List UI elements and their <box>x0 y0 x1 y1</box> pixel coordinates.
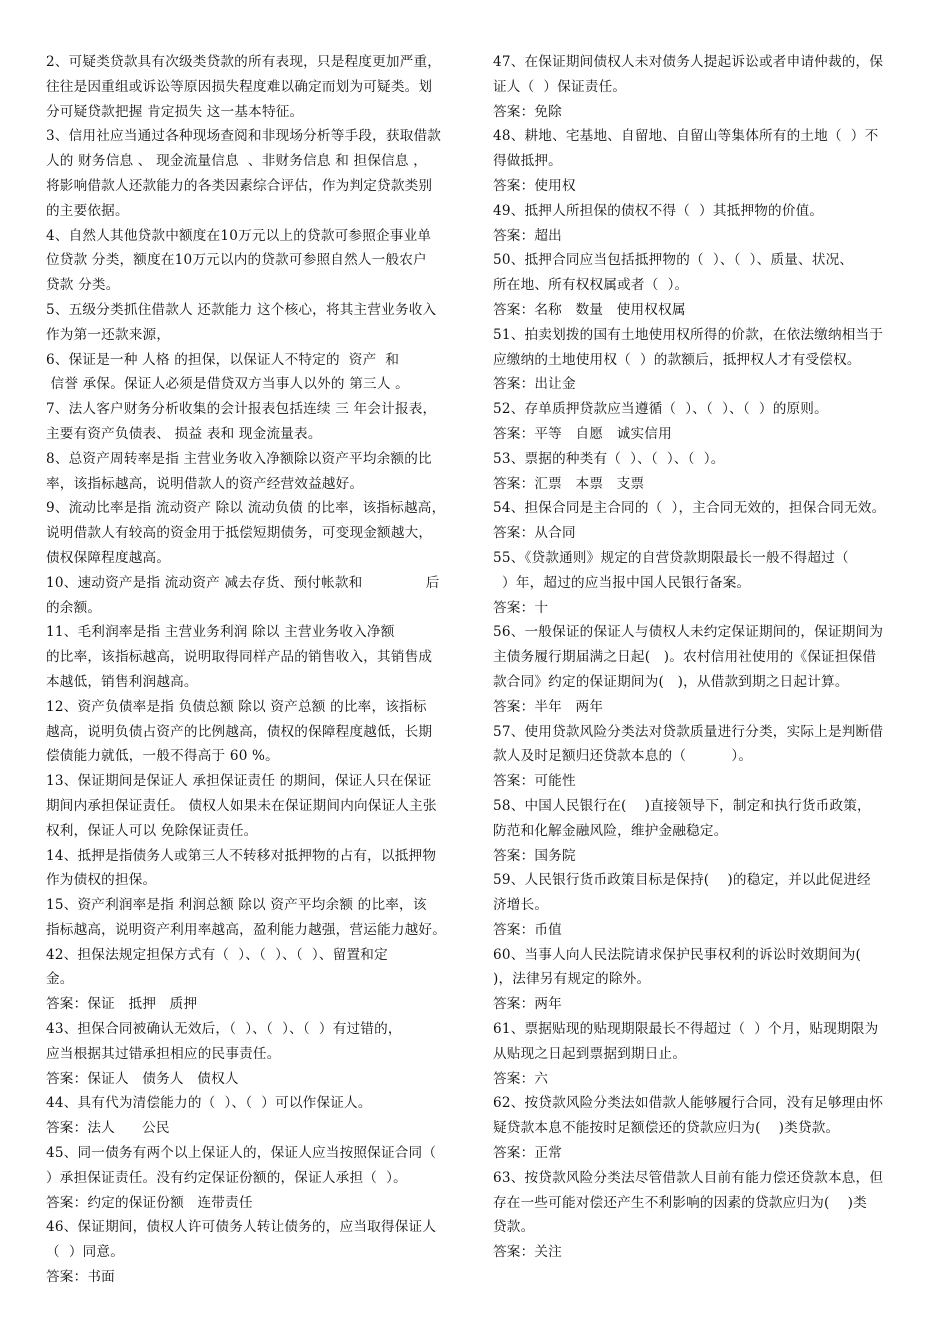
right-text-line: 答案：名称 数量 使用权权属 <box>493 301 686 318</box>
left-text-line: 14、抵押是指债务人或第三人不转移对抵押物的占有，以抵押物 <box>46 847 437 864</box>
right-text-line: 答案：正常 <box>493 1145 562 1162</box>
right-text-line: 60、当事人向人民法院请求保护民事权利的诉讼时效期间为( <box>493 946 862 963</box>
left-text-line: 4、自然人其他贷款中额度在10万元以上的贷款可参照企事业单 <box>46 227 432 244</box>
left-text-line: 越高，说明负债占资产的比例越高，债权的保障程度越低，长期 <box>46 723 433 740</box>
right-text-line: 54、担保合同是主合同的（ ），主合同无效的，担保合同无效。 <box>493 500 886 517</box>
left-text-line: 偿债能力就低，一般不得高于 60 %。 <box>46 748 279 765</box>
right-text-line: 答案：可能性 <box>493 773 576 790</box>
right-text-line: 得做抵押。 <box>493 153 562 170</box>
right-text-line: )，法律另有规定的除外。 <box>493 971 651 988</box>
right-text-line: ）年，超过的应当报中国人民银行备案。 <box>493 574 751 591</box>
left-text-line: 的主要依据。 <box>46 202 129 219</box>
left-text-line: 位贷款 分类，额度在10万元以内的贷款可参照自然人一般农户 <box>46 252 427 269</box>
right-text-line: 防范和化解金融风险，维护金融稳定。 <box>493 822 728 839</box>
right-text-column <box>493 50 907 1265</box>
left-text-line: 应当根据其过错承担相应的民事责任。 <box>46 1045 281 1062</box>
right-text-line: 58、中国人民银行在( )直接领导下，制定和执行货币政策， <box>493 797 871 814</box>
right-text-line: 济增长。 <box>493 897 549 914</box>
left-text-line: 的余额。 <box>46 599 102 616</box>
left-text-line: 8、总资产周转率是指 主营业务收入净额除以资产平均余额的比 <box>46 450 432 467</box>
right-text-line: 贷款。 <box>493 1219 535 1236</box>
left-text-line: 分可疑贷款把握 肯定损失 这一基本特征。 <box>46 103 304 120</box>
right-text-line: 61、票据贴现的贴现期限最长不得超过（ ）个月，贴现期限为 <box>493 1021 879 1038</box>
right-text-line: 答案：使用权 <box>493 177 576 194</box>
right-text-line: 47、在保证期间债权人未对债务人提起诉讼或者申请仲裁的，保 <box>493 54 884 70</box>
right-text-line: 48、耕地、宅基地、自留地、自留山等集体所有的土地（ ）不 <box>493 128 879 145</box>
right-text-line: 疑贷款本息不能按时足额偿还的贷款应归为( )类贷款。 <box>493 1120 840 1137</box>
left-text-line: 答案：书面 <box>46 1269 115 1286</box>
right-text-line: 答案：国务院 <box>493 847 576 864</box>
right-text-line: 57、使用贷款风险分类法对贷款质量进行分类，实际上是判断借 <box>493 723 884 740</box>
right-text-line: 款人及时足额归还贷款本息的（ ）。 <box>493 748 753 765</box>
right-text-line: 款合同》约定的保证期间为( )，从借款到期之日起计算。 <box>493 673 849 690</box>
left-text-line: 说明借款人有较高的资金用于抵偿短期债务，可变现金额越大， <box>46 525 433 542</box>
right-text-line: 55、《贷款通则》规定的自营贷款期限最长一般不得超过（ <box>493 549 849 566</box>
right-text-line: 51、拍卖划拨的国有土地使用权所得的价款，在依法缴纳相当于 <box>493 326 884 343</box>
right-text-line: 答案：半年 两年 <box>493 698 604 715</box>
right-text-line: 应缴纳的土地使用权（ ）的款额后，抵押权人才有受偿权。 <box>493 351 861 368</box>
left-text-line: 金。 <box>46 971 74 988</box>
right-text-line: 59、人民银行货币政策目标是保持( )的稳定，并以此促进经 <box>493 872 871 889</box>
right-text-line: 答案：关注 <box>493 1244 562 1261</box>
right-text-line: 答案：免除 <box>493 103 562 120</box>
left-text-line: 将影响借款人还款能力的各类因素综合评估，作为判定贷款类别 <box>46 177 433 194</box>
left-text-line: 答案：保证人 债务人 债权人 <box>46 1070 239 1087</box>
left-text-line: 人的 财务信息 、 现金流量信息 、非财务信息 和 担保信息 ， <box>46 153 428 170</box>
right-text-line: 49、抵押人所担保的债权不得（ ）其抵押物的价值。 <box>493 202 824 219</box>
right-text-line: 答案：六 <box>493 1070 549 1087</box>
left-text-line: ）承担保证责任。没有约定保证份额的，保证人承担（ ）。 <box>46 1169 407 1186</box>
left-text-line: 13、保证期间是保证人 承担保证责任 的期间，保证人只在保证 <box>46 773 432 790</box>
left-text-line: 本越低，销售利润越高。 <box>46 673 198 690</box>
left-text-line: 指标越高，说明资产利用率越高，盈利能力越强，营运能力越好。 <box>46 921 447 938</box>
right-text-line: 证人（ ）保证责任。 <box>493 78 627 95</box>
left-text-line: 信誉 承保。保证人必须是借贷双方当事人以外的 第三人 。 <box>46 376 409 393</box>
left-text-line: 率，该指标越高，说明借款人的资产经营效益越好。 <box>46 475 364 492</box>
right-text-line: 50、抵押合同应当包括抵押物的（ ）、（ ）、质量、状况、 <box>493 252 854 269</box>
right-text-line: 答案：从合同 <box>493 525 576 542</box>
right-text-line: 答案：出让金 <box>493 376 576 393</box>
right-text-line: 52、存单质押贷款应当遵循（ ）、（ ）、（ ）的原则。 <box>493 401 828 418</box>
left-text-line: 7、法人客户财务分析收集的会计报表包括连续 三 年会计报表， <box>46 401 437 418</box>
right-text-line: 答案：币值 <box>493 921 562 938</box>
right-text-line: 答案：超出 <box>493 227 562 244</box>
left-text-line: 权利，保证人可以 免除保证责任。 <box>46 822 258 839</box>
right-text-line: 56、一般保证的保证人与债权人未约定保证期间的，保证期间为 <box>493 624 884 641</box>
right-text-line: 所在地、所有权权属或者（ ）。 <box>493 277 689 294</box>
right-text-line: 从贴现之日起到票据到期日止。 <box>493 1045 687 1062</box>
left-text-line: 作为第一还款来源， <box>46 326 171 343</box>
left-text-line: 期间内承担保证责任。 债权人如果未在保证期间内向保证人主张 <box>46 797 437 814</box>
left-text-line: 6、保证是一种 人格 的担保，以保证人不特定的 资产 和 <box>46 351 400 368</box>
left-text-column <box>46 50 464 1290</box>
left-text-line: 2、可疑类贷款具有次级类贷款的所有表现，只是程度更加严重， <box>46 54 442 70</box>
left-text-line: 3、信用社应当通过各种现场查阅和非现场分析等手段，获取借款 <box>46 128 442 145</box>
right-text-line: 答案：十 <box>493 599 549 616</box>
left-text-line: 42、担保法规定担保方式有（ ）、（ ）、（ ）、留置和定 <box>46 946 388 963</box>
left-text-line: 44、具有代为清偿能力的（ ）、（ ）可以作保证人。 <box>46 1095 372 1112</box>
right-text-line: 63、按贷款风险分类法尽管借款人目前有能力偿还贷款本息，但 <box>493 1169 884 1186</box>
right-text-line: 答案：汇票 本票 支票 <box>493 475 645 492</box>
left-text-line: 作为债权的担保。 <box>46 872 157 889</box>
left-text-line: 往往是因重组或诉讼等原因损失程度难以确定而划为可疑类。划 <box>46 78 433 95</box>
left-text-line: 债权保障程度越高。 <box>46 549 171 566</box>
left-text-line: 46、保证期间，债权人许可债务人转让债务的，应当取得保证人 <box>46 1219 437 1236</box>
right-text-line: 62、按贷款风险分类法如借款人能够履行合同，没有足够理由怀 <box>493 1095 884 1112</box>
left-text-line: 12、资产负债率是指 负债总额 除以 资产总额 的比率，该指标 <box>46 698 427 715</box>
left-text-line: 答案：约定的保证份额 连带责任 <box>46 1194 253 1211</box>
left-text-line: 主要有资产负债表、 损益 表和 现金流量表。 <box>46 425 322 442</box>
right-text-line: 53、票据的种类有（ ）、（ ）、（ ）。 <box>493 450 725 467</box>
left-text-line: 43、担保合同被确认无效后，（ ）、（ ）、（ ）有过错的， <box>46 1021 402 1038</box>
left-text-line: 的比率，该指标越高，说明取得同样产品的销售收入，其销售成 <box>46 649 433 666</box>
left-text-line: 5、五级分类抓住借款人 还款能力 这个核心，将其主营业务收入 <box>46 301 437 318</box>
left-text-line: 15、资产利润率是指 利润总额 除以 资产平均余额 的比率，该 <box>46 897 427 914</box>
left-text-line: 贷款 分类。 <box>46 277 120 294</box>
left-text-line: 11、毛利润率是指 主营业务利润 除以 主营业务收入净额 <box>46 624 395 641</box>
left-text-line: （ ）同意。 <box>46 1244 125 1261</box>
left-text-line: 9、流动比率是指 流动资产 除以 流动负债 的比率，该指标越高， <box>46 500 446 517</box>
right-text-line: 答案：两年 <box>493 996 562 1013</box>
left-text-line: 45、同一债务有两个以上保证人的，保证人应当按照保证合同（ <box>46 1145 437 1162</box>
left-text-line: 答案：保证 抵押 质押 <box>46 996 198 1013</box>
right-text-line: 答案：平等 自愿 诚实信用 <box>493 425 672 442</box>
left-text-line: 10、速动资产是指 流动资产 减去存货、预付帐款和 后 <box>46 574 440 591</box>
left-text-line: 答案：法人 公民 <box>46 1120 170 1137</box>
right-text-line: 主债务履行期届满之日起( )。农村信用社使用的《保证担保借 <box>493 649 877 666</box>
right-text-line: 存在一些可能对偿还产生不利影响的因素的贷款应归为( )类 <box>493 1194 867 1211</box>
